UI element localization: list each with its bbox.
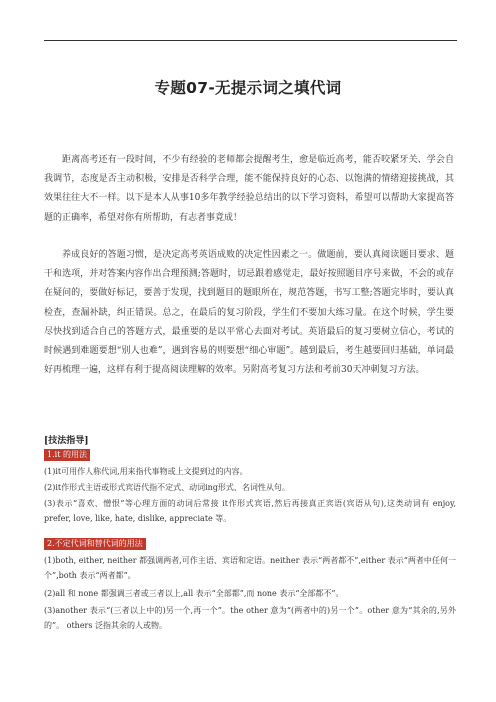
- intro-paragraph: 养成良好的答题习惯，是决定高考英语成败的决定性因素之一。做题前，要认真阅读题目要求、题干和选项，并对答案内容作出合理预测;答题时，切忌跟着感觉走，最好按照题目序号来做，不会的或存在疑问的，要做好标记，要善于发现，找到题目的题眼所在，规范答题，书写工整;答题完毕时，要认真检查，查漏补缺，纠正错误。总之，在最后的复习阶段，学生们不要加大练习量。在这个时候，学生要尽快找到适合自己的答题方式，最重要的是以平常心去面对考试。英语最后的复习要树立信心，考试的时候遇到难题要想“别人也难”，遇到容易的则要想“细心审题”。越到最后，考生越要回归基础，单词最好再梳理一遍，这样有利于提高阅读理解的效率。另附高考复习方法和考前30天冲刺复习方法。: [44, 250, 454, 376]
- rule-line: (1)it可用作人称代词,用来指代事物或上文提到过的内容。: [44, 467, 248, 476]
- rule-line: (3)表示“喜欢、憎恨”等心理方面的动词后常接 it作形式宾语,然后再接真正宾语(宾语从句),这类动词有 enjoy, prefer, love, like, hate, dislike, appreciate 等。: [44, 499, 456, 523]
- rule-line: (2)all 和 none 都强调三者或三者以上,all 表示“全部都”,而 none 表示“全部都不”。: [44, 589, 344, 598]
- page-title: 专题07-无提示词之填代词: [154, 79, 342, 97]
- rule-line: (1)both, either, neither 都强调两者,可作主语、宾语和定语。neither 表示“两者都不”,either 表示“两者中任何一个”,both 表示“两者都”。: [44, 556, 456, 580]
- section-heading: [技法指导]: [44, 436, 89, 446]
- subsection-heading: 2.不定代词和替代词的用法: [44, 538, 146, 550]
- rule-line: (2)it作形式主语或形式宾语代指不定式、动词ing形式、名词性从句。: [44, 483, 290, 492]
- header-rule: [44, 40, 457, 41]
- subsection-heading: 1.it 的用法: [44, 449, 90, 461]
- rule-line: (3)another 表示“(三者以上中的)另一个,再一个”。the other 意为“(两者中的)另一个”。other 意为“其余的,另外的”。 others 泛指其余的人或物。: [44, 606, 456, 630]
- intro-paragraph: 距离高考还有一段时间，不少有经验的老师都会提醒考生，愈是临近高考，能否咬紧牙关、学会自我调节，态度是否主动积极，安排是否科学合理，能不能保持良好的心态、以饱满的情绪迎接挑战，其效果往往大不一样。以下是本人从事10多年教学经验总结出的以下学习资料，希望可以帮助大家提高答题的正确率，希望对你有所帮助，有志者事竟成！: [44, 155, 454, 223]
